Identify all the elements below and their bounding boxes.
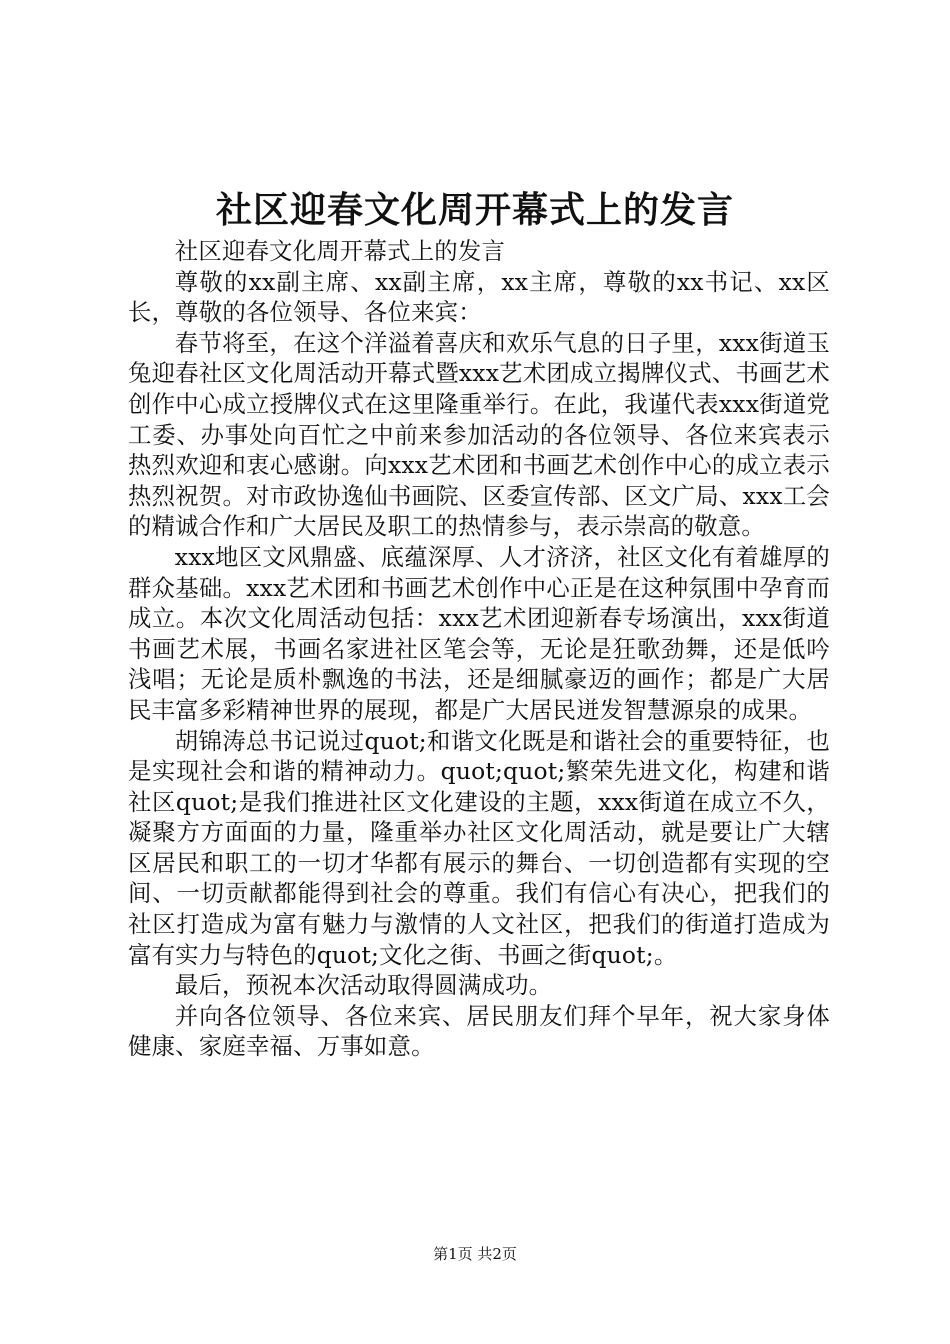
document-body [128,236,830,1062]
paragraph-wishes: 最后，预祝本次活动取得圆满成功。 [174,971,553,1000]
paragraph-greetings: 并向各位领导、各位来宾、居民朋友们拜个早年，祝大家身体健康、家庭幸福、万事如意。 [128,1001,830,1061]
paragraph-subtitle: 社区迎春文化周开幕式上的发言 [174,237,506,265]
paragraph-opening: 春节将至，在这个洋溢着喜庆和欢乐气息的日子里，xxx街道玉兔迎春社区文化周活动开幕式暨xxx艺术团成立揭牌仪式、书画艺术创作中心成立授牌仪式在这里隆重举行。在此，我谨代表xxx街道党工委、办事处向百忙之中前来参加活动的各位领导、各位来宾表示热烈欢迎和衷心感谢。向xxx艺术团和书画艺术创作中心的成立表示热烈祝贺。对市政协逸仙书画院、区委宣传部、区文广局、xxx工会的精诚合作和广大居民及职工的热情参与，表示崇高的敬意。 [128,328,830,541]
paragraph-harmony: 胡锦涛总书记说过quot;和谐文化既是和谐社会的重要特征，也是实现社会和谐的精神动力。quot;quot;繁荣先进文化，构建和谐社区quot;是我们推进社区文化建设的主题，xxx街道在成立不久，凝聚方方面面的力量，隆重举办社区文化周活动，就是要让广大辖区居民和职工的一切才华都有展示的舞台、一切创造都有实现的空间、一切贡献都能得到社会的尊重。我们有信心有决心，把我们的社区打造成为富有魅力与激情的人文社区，把我们的街道打造成为富有实力与特色的quot;文化之街、书画之街quot;。 [128,726,830,969]
paragraph-salutation: 尊敬的xx副主席、xx副主席，xx主席，尊敬的xx书记、xx区长，尊敬的各位领导、各位来宾： [128,267,830,327]
paragraph-culture: xxx地区文风鼎盛、底蕴深厚、人才济济，社区文化有着雄厚的群众基础。xxx艺术团和书画艺术创作中心正是在这种氛围中孕育而成立。本次文化周活动包括：xxx艺术团迎新春专场演出，xxx街道书画艺术展，书画名家进社区笔会等，无论是狂歌劲舞，还是低吟浅唱；无论是质朴飘逸的书法，还是细腻豪迈的画作；都是广大居民丰富多彩精神世界的展现，都是广大居民迸发智慧源泉的成果。 [128,542,830,724]
document-title: 社区迎春文化周开幕式上的发言 [215,189,734,231]
page-number: 第1页 共2页 [433,1245,517,1263]
